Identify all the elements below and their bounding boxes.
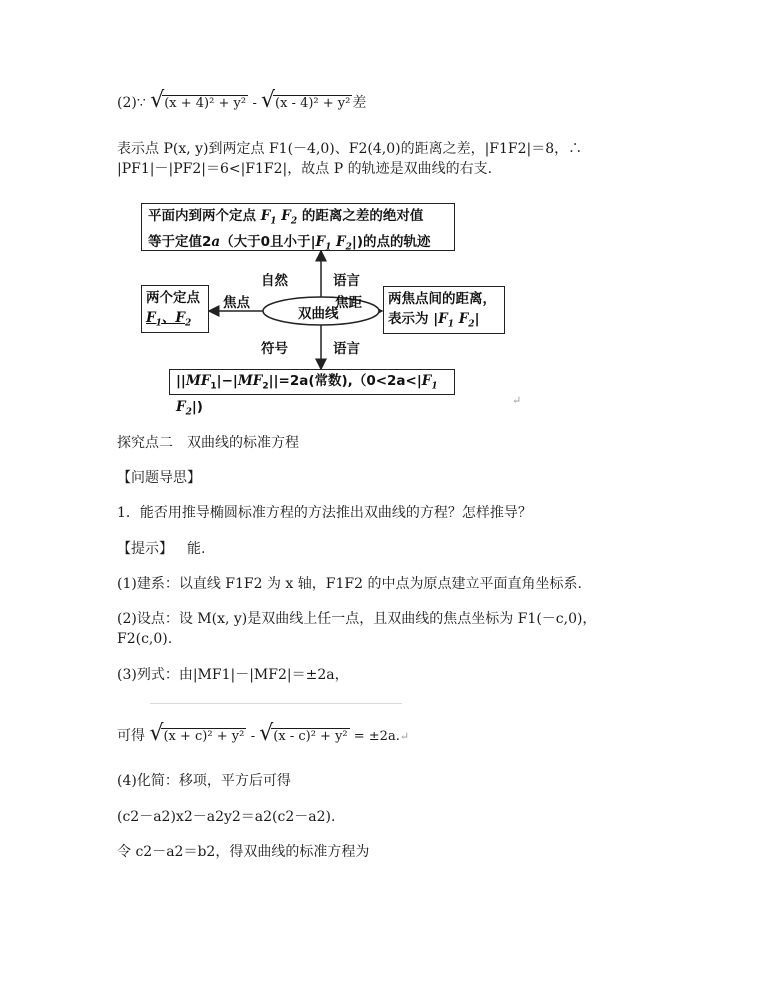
paragraph-1-line-2: |PF1|－|PF2|＝6<|F1F2|，故点 P 的轨迹是双曲线的右支. bbox=[117, 161, 493, 177]
hint-label: 【提示】 bbox=[117, 541, 173, 557]
minus-sign: - bbox=[252, 96, 262, 111]
focal-distance-box: 两焦点间的距离， 表示为 $|F_1$ $F_2|$ bbox=[383, 286, 505, 334]
definition-box: 平面内到两个定点 $F_1$ $F_2$ 的距离之差的绝对值 等于定值2a（大于0且小于$|F_1$ $F_2|$)的点的轨迹 bbox=[141, 203, 455, 251]
equation-line-1 bbox=[117, 88, 367, 115]
step-1: (1)建系：以直线 F1F2 为 x 轴，F1F2 的中点为原点建立平面直角坐标系. bbox=[117, 576, 582, 592]
keyi-label: 可得 bbox=[117, 728, 145, 744]
radical-sign: √ bbox=[259, 721, 274, 746]
section-title: 探究点二 双曲线的标准方程 bbox=[117, 435, 299, 451]
sqrt-radicand-3: (x + c)² + y² bbox=[163, 729, 245, 744]
step-2-line-1: (2)设点：设 M(x, y)是双曲线上任一点，且双曲线的焦点坐标为 F1(－c,0)， bbox=[117, 611, 597, 627]
radical-sign: √ bbox=[149, 721, 164, 746]
step-4: (4)化简：移项，平方后可得 bbox=[117, 773, 291, 789]
problem-heading: 【问题导思】 bbox=[117, 470, 201, 486]
equation-rule bbox=[150, 703, 402, 704]
step-3: (3)列式：由|MF1|－|MF2|＝±2a， bbox=[117, 667, 349, 683]
equation-rhs: = ±2a. bbox=[349, 729, 400, 744]
sqrt-expression-1 bbox=[150, 88, 248, 115]
sqrt-radicand-2: (x - 4)² + y² bbox=[275, 96, 351, 111]
equation-3: (c2－a2)x2－a2y2＝a2(c2－a2). bbox=[117, 809, 336, 825]
minus-sign: - bbox=[250, 729, 260, 744]
paragraph-1-line-1: 表示点 P(x, y)到两定点 F1(－4,0)、F2(4,0)的距离之差，|F1F2|＝8，∴ bbox=[117, 141, 583, 157]
step-2-line-2: F2(c,0). bbox=[117, 631, 173, 647]
sqrt-radicand-1: (x + 4)² + y² bbox=[164, 96, 247, 111]
center-label: 双曲线 bbox=[298, 306, 339, 322]
label-fuhao: 符号 bbox=[261, 341, 288, 357]
foci-box: 两个定点 $F_1$、$F_2$ bbox=[141, 285, 209, 333]
equation-line-2 bbox=[117, 721, 410, 748]
sqrt-expression-2 bbox=[261, 88, 352, 115]
paragraph-mark: ↵ bbox=[399, 730, 410, 743]
label-yuyan-top: 语言 bbox=[333, 273, 360, 289]
radical-sign: √ bbox=[261, 88, 276, 113]
sqrt-expression-4 bbox=[259, 721, 349, 748]
question-1: 1．能否用推导椭圆标准方程的方法推出双曲线的方程？怎样推导？ bbox=[117, 505, 532, 521]
radical-sign: √ bbox=[150, 88, 165, 113]
hint-line bbox=[117, 538, 205, 560]
label-jiaodian: 焦点 bbox=[223, 295, 250, 311]
hint-text: 能. bbox=[187, 541, 206, 557]
equation-trail: 差 bbox=[352, 95, 367, 111]
formula-box: $||MF_1|-|MF_2||=2a$(常数)$,(0<2a<|F_1$ $F_2|$) bbox=[169, 369, 455, 395]
sqrt-expression-3 bbox=[149, 721, 246, 748]
hyperbola-concept-diagram bbox=[141, 203, 501, 418]
equation-prefix: (2)∵ bbox=[117, 95, 146, 111]
sqrt-radicand-4: (x - c)² + y² bbox=[273, 729, 348, 744]
label-ziran: 自然 bbox=[261, 273, 288, 289]
final-line: 令 c2－a2＝b2，得双曲线的标准方程为 bbox=[117, 844, 370, 860]
paragraph-mark: ↵ bbox=[512, 394, 522, 407]
label-jiaoju: 焦距 bbox=[335, 295, 362, 311]
label-yuyan-bottom: 语言 bbox=[333, 341, 360, 357]
